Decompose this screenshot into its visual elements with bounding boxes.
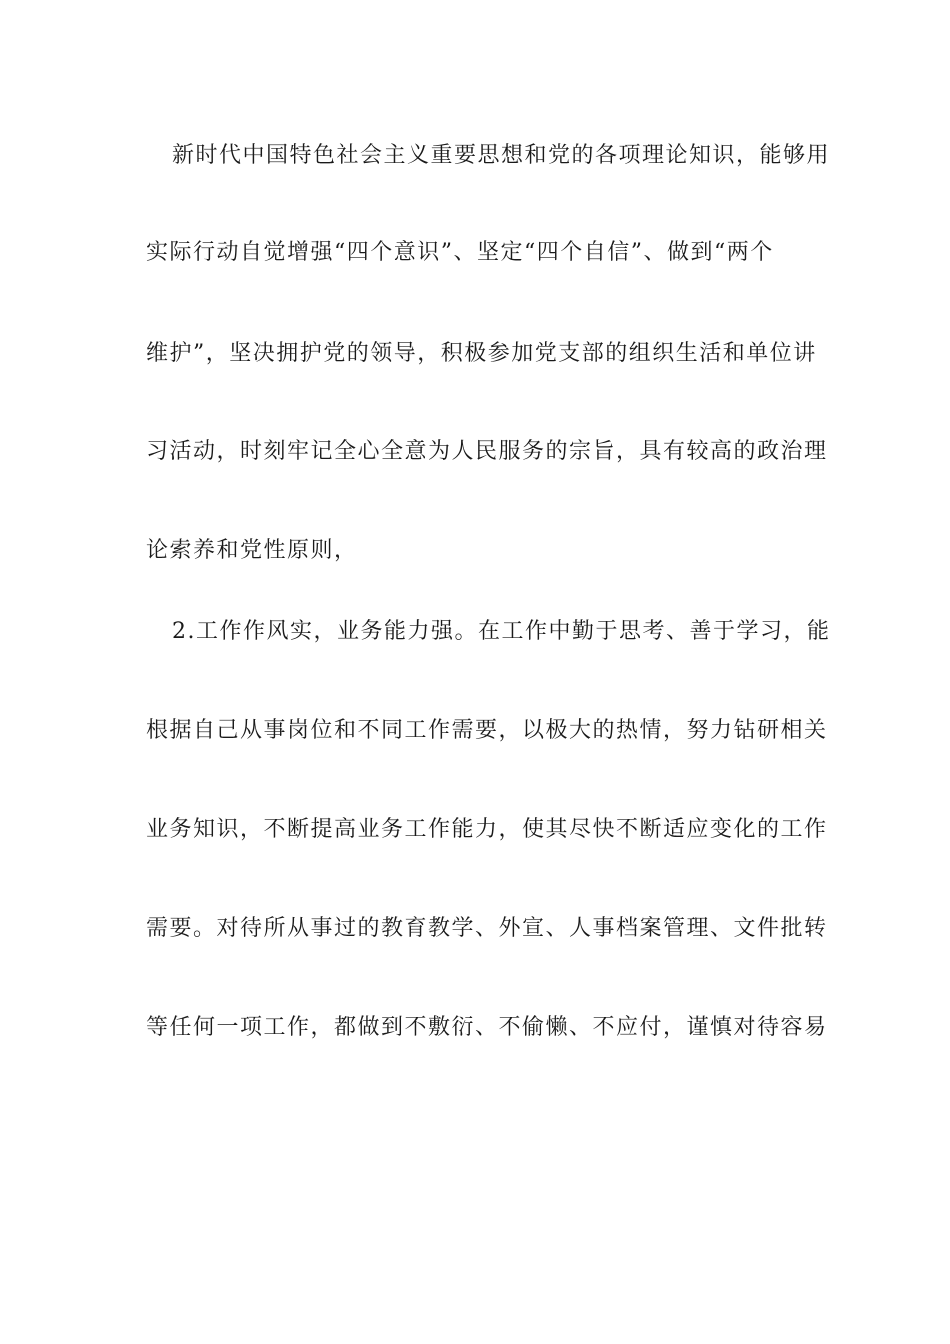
text-line-5: 论索养和党性原则，	[146, 538, 358, 563]
text-line-10: 等任何一项工作，都做到不敷衍、不偷懒、不应付，谨慎对待容易	[146, 1015, 828, 1040]
text-line-8: 业务知识，不断提高业务工作能力，使其尽快不断适应变化的工作	[146, 817, 828, 842]
text-line-4: 习活动，时刻牢记全心全意为人民服务的宗旨，具有较高的政治理	[146, 439, 828, 464]
text-line-6: 2.工作作风实，业务能力强。在工作中勤于思考、善于学习，能	[172, 619, 831, 644]
text-line-3: 维护”，坚决拥护党的领导，积极参加党支部的组织生活和单位讲	[146, 341, 817, 366]
text-line-2: 实际行动自觉增强“四个意识”、坚定“四个自信”、做到“两个	[146, 240, 774, 265]
text-line-7: 根据自己从事岗位和不同工作需要，以极大的热情，努力钻研相关	[146, 718, 828, 743]
text-line-1: 新时代中国特色社会主义重要思想和党的各项理论知识，能够用	[172, 143, 831, 168]
text-line-9: 需要。对待所从事过的教育教学、外宣、人事档案管理、文件批转	[146, 916, 828, 941]
